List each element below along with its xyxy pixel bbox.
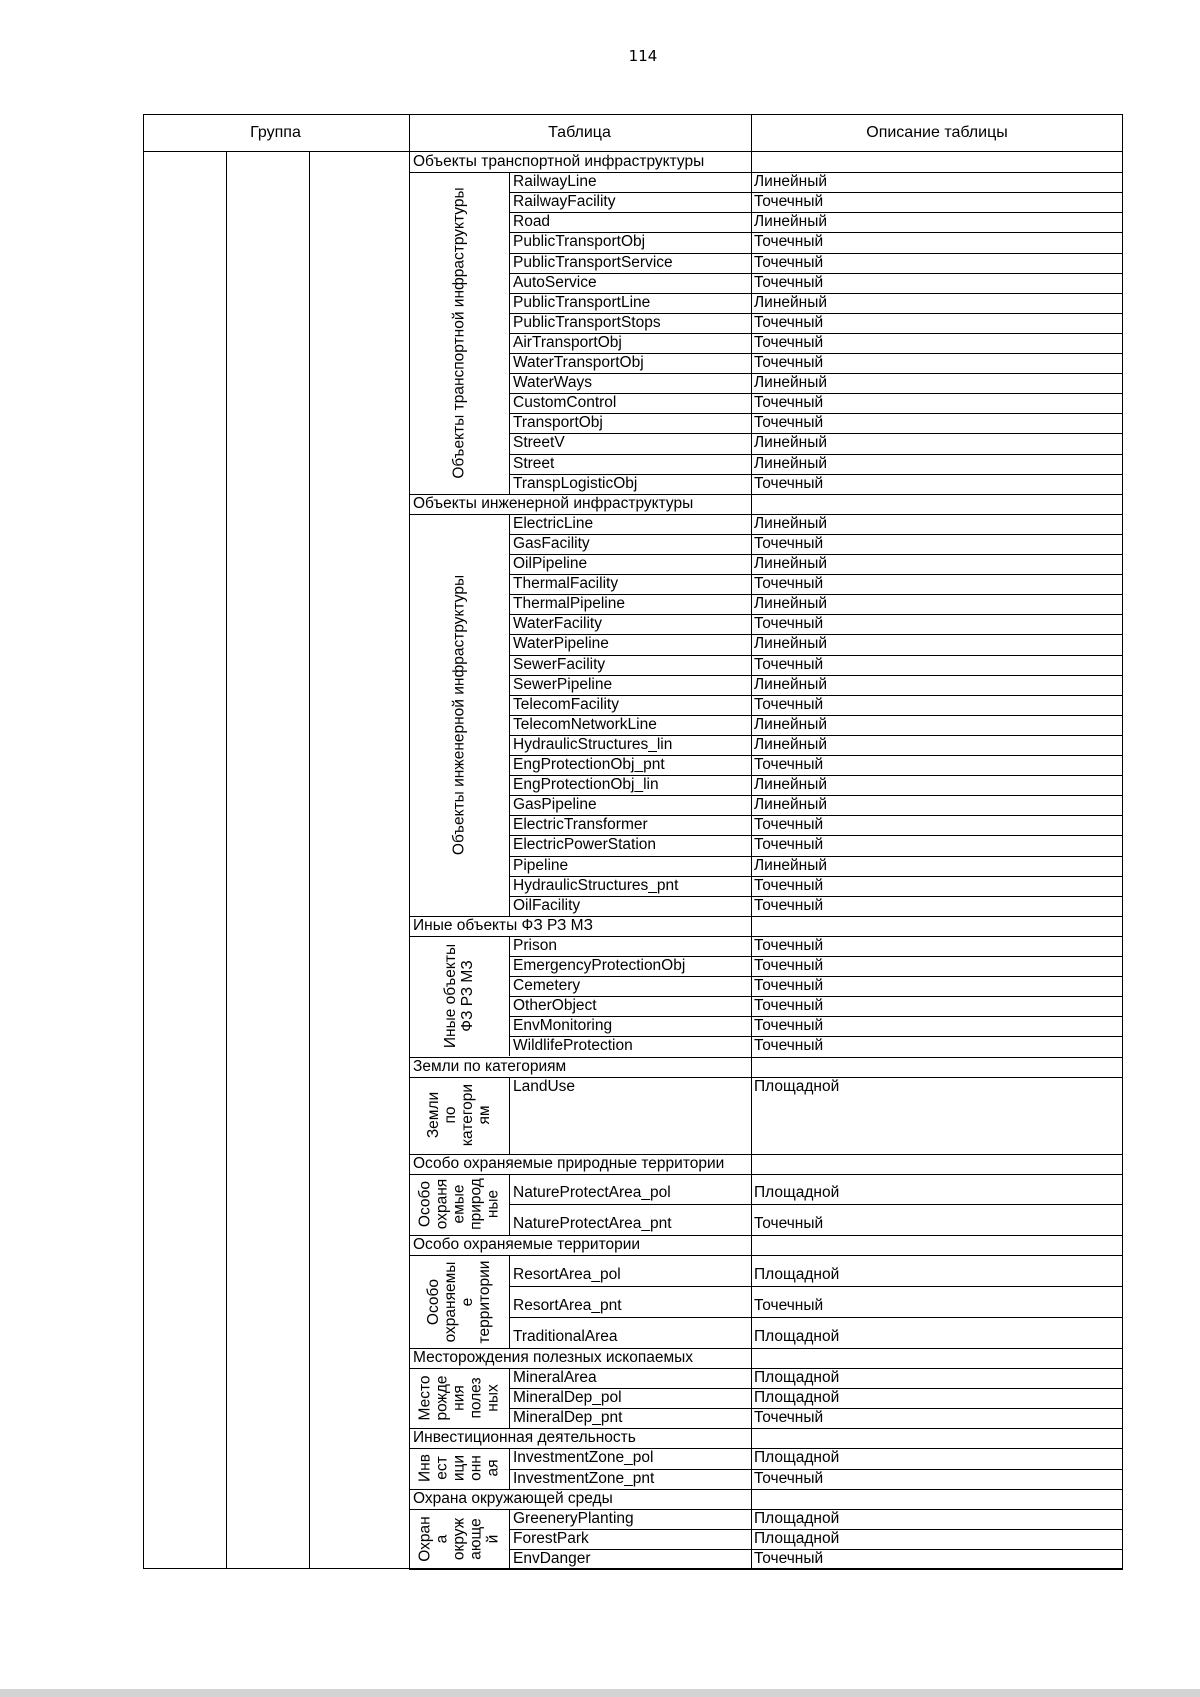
table-name-cell: TelecomFacility xyxy=(513,695,619,713)
vertical-label-line: рожде xyxy=(433,1375,451,1421)
table-name-cell: ElectricLine xyxy=(513,514,594,532)
header-table: Таблица xyxy=(548,124,611,141)
table-name-cell: RailwayLine xyxy=(513,173,597,191)
vertical-label-line: территории xyxy=(476,1260,493,1343)
inner-column-rule xyxy=(509,1255,510,1348)
table-description-cell: Точечный xyxy=(754,534,824,552)
section-title-rule xyxy=(409,1255,1123,1256)
table-name-cell: ResortArea_pnt xyxy=(513,1297,622,1314)
table-description-cell: Точечный xyxy=(754,695,824,713)
vertical-label-text xyxy=(417,1516,502,1561)
table-name-cell: GasPipeline xyxy=(513,796,597,814)
table-name-cell: HydraulicStructures_lin xyxy=(513,735,673,753)
table-name-cell: HydraulicStructures_pnt xyxy=(513,876,679,894)
section-title-rule xyxy=(409,1174,1123,1175)
row-rule xyxy=(509,1286,1123,1287)
vertical-label-line: ФЗ РЗ МЗ xyxy=(459,960,476,1032)
vertical-label-line: Особо xyxy=(425,1278,442,1325)
vertical-label-line: ных xyxy=(484,1384,502,1412)
vertical-label-line: окруж xyxy=(450,1517,468,1560)
table-description-cell: Линейный xyxy=(754,213,828,231)
table-description-cell: Линейный xyxy=(754,776,828,794)
vertical-label-line: ям xyxy=(476,1105,493,1125)
table-name-cell: AirTransportObj xyxy=(513,333,622,351)
table-description-cell: Точечный xyxy=(754,876,824,894)
inner-column-rule xyxy=(509,172,510,494)
section-title: Особо охраняемые территории xyxy=(413,1236,641,1254)
inner-column-rule xyxy=(509,1509,510,1569)
vertical-label-line: Объекты транспортной инфраструктуры xyxy=(450,187,468,479)
inner-column-rule xyxy=(509,514,510,916)
vertical-label-text xyxy=(451,575,468,855)
vertical-label-line: полез xyxy=(467,1377,485,1419)
vertical-label-line: ици xyxy=(450,1455,468,1482)
vertical-label-line: категори xyxy=(459,1084,476,1147)
table-name-cell: Prison xyxy=(513,936,557,954)
row-rule xyxy=(509,1317,1123,1318)
table-description-cell: Точечный xyxy=(754,253,824,271)
table-name-cell: SewerFacility xyxy=(513,655,606,673)
table-name-cell: ResortArea_pol xyxy=(513,1266,621,1284)
table-name-cell: Cemetery xyxy=(513,977,581,995)
table-description-cell: Линейный xyxy=(754,514,828,532)
section-rule xyxy=(409,1569,1123,1570)
table-description-cell: Линейный xyxy=(754,293,828,311)
vertical-label-text xyxy=(451,187,468,478)
table-description-cell: Точечный xyxy=(754,1549,824,1567)
table-description-cell: Точечный xyxy=(754,354,824,371)
table-name-cell: NatureProtectArea_pol xyxy=(513,1184,671,1202)
table-name-cell: EmergencyProtectionObj xyxy=(513,957,686,974)
vertical-label-text xyxy=(417,1179,502,1231)
table-name-cell: WaterPipeline xyxy=(513,635,609,653)
section-vertical-label xyxy=(409,936,509,1057)
table-name-cell: ThermalPipeline xyxy=(513,595,625,613)
vertical-label-line: по xyxy=(442,1106,459,1124)
inner-column-rule xyxy=(509,1368,510,1428)
vertical-label-line: ест xyxy=(433,1456,451,1481)
section-vertical-label xyxy=(409,1174,509,1235)
vertical-label-line: е xyxy=(459,1297,476,1306)
table-description-cell: Точечный xyxy=(754,233,824,251)
table-name-cell: WildlifeProtection xyxy=(513,1037,633,1055)
table-description-cell: Линейный xyxy=(754,856,828,874)
vertical-label-line: охраня xyxy=(433,1179,451,1230)
inner-column-rule xyxy=(509,1448,510,1488)
inner-column-rule xyxy=(509,1077,510,1154)
table-description-cell: Линейный xyxy=(754,735,828,753)
vertical-label-text xyxy=(417,1455,502,1483)
table-name-cell: ThermalFacility xyxy=(513,575,619,593)
vertical-label-line: ающе xyxy=(467,1518,485,1560)
table-name-cell: NatureProtectArea_pnt xyxy=(513,1215,672,1233)
table-description-cell: Точечный xyxy=(754,756,824,773)
vertical-label-line: ая xyxy=(484,1459,502,1477)
table-description-cell: Площадной xyxy=(754,1529,840,1547)
table-name-cell: MineralDep_pnt xyxy=(513,1409,623,1427)
vertical-label-line: емые xyxy=(450,1184,468,1224)
table-description-cell: Площадной xyxy=(754,1389,840,1407)
table-description-cell: Площадной xyxy=(754,1077,840,1095)
section-vertical-label xyxy=(409,514,509,916)
table-description-cell: Линейный xyxy=(754,434,828,452)
section-title: Инвестиционная деятельность xyxy=(413,1429,636,1447)
vertical-label-line: Объекты инженерной инфраструктуры xyxy=(450,574,468,855)
inner-column-rule xyxy=(509,936,510,1057)
section-vertical-label xyxy=(409,1077,509,1154)
vertical-label-line: Земли xyxy=(425,1091,442,1139)
table-description-cell: Площадной xyxy=(754,1184,840,1202)
table-description-cell: Точечный xyxy=(754,655,824,673)
table-description-cell: Линейный xyxy=(754,555,828,572)
table-description-cell: Точечный xyxy=(754,957,824,974)
section-title: Земли по категориям xyxy=(413,1057,567,1075)
page-number: 114 xyxy=(628,47,658,65)
section-vertical-label xyxy=(409,1368,509,1428)
table-name-cell: ForestPark xyxy=(513,1529,589,1547)
group-column-rule-3 xyxy=(409,114,410,1569)
table-name-cell: MineralDep_pol xyxy=(513,1389,622,1407)
table-description-cell: Линейный xyxy=(754,796,828,814)
table-description-cell: Точечный xyxy=(754,313,824,331)
table-name-cell: Road xyxy=(513,213,551,231)
vertical-label-line: Место xyxy=(416,1375,434,1421)
vertical-label-line: й xyxy=(484,1534,502,1544)
header-description: Описание таблицы xyxy=(866,124,1008,141)
table-name-cell: CustomControl xyxy=(513,394,617,412)
table-name-cell: ElectricTransformer xyxy=(513,816,648,834)
table-name-cell: TransportObj xyxy=(513,414,603,432)
group-column-rule-1 xyxy=(226,152,227,1569)
section-title: Месторождения полезных ископаемых xyxy=(413,1348,694,1366)
table-description-cell: Линейный xyxy=(754,675,828,693)
table-description-cell: Точечный xyxy=(754,333,824,351)
table-description-cell: Площадной xyxy=(754,1449,840,1467)
section-vertical-label xyxy=(409,1509,509,1569)
table-name-cell: WaterFacility xyxy=(513,615,602,633)
vertical-label-line: Особо xyxy=(416,1181,434,1228)
vertical-label-text xyxy=(425,1260,493,1343)
table-name-cell: WaterTransportObj xyxy=(513,354,644,371)
table-description-cell: Точечный xyxy=(754,575,824,593)
vertical-label-line: а xyxy=(433,1534,451,1544)
section-title: Объекты транспортной инфраструктуры xyxy=(413,153,705,170)
vertical-label-line: Иные объекты xyxy=(442,944,459,1049)
inner-column-rule xyxy=(509,1174,510,1235)
table-description-cell: Точечный xyxy=(754,273,824,291)
table-name-cell: InvestmentZone_pol xyxy=(513,1449,654,1467)
table-description-cell: Точечный xyxy=(754,193,824,211)
table-description-cell: Точечный xyxy=(754,1215,824,1233)
table-name-cell: StreetV xyxy=(513,434,565,452)
group-column-rule-2 xyxy=(309,152,310,1569)
section-title: Особо охраняемые природные территории xyxy=(413,1154,725,1172)
vertical-label-text xyxy=(442,944,476,1048)
table-description-cell: Точечный xyxy=(754,394,824,412)
table-name-cell: OilFacility xyxy=(513,896,581,914)
table-description-cell: Площадной xyxy=(754,1266,840,1284)
table-description-cell: Точечный xyxy=(754,1469,824,1487)
table-name-cell: TranspLogisticObj xyxy=(513,474,638,492)
row-rule xyxy=(509,1204,1123,1205)
table-description-cell: Точечный xyxy=(754,1037,824,1055)
table-name-cell: InvestmentZone_pnt xyxy=(513,1469,655,1487)
table-name-cell: SewerPipeline xyxy=(513,675,613,693)
table-description-cell: Площадной xyxy=(754,1369,840,1386)
section-vertical-label xyxy=(409,1255,509,1348)
table-name-cell: TelecomNetworkLine xyxy=(513,715,657,733)
section-vertical-label xyxy=(409,1448,509,1488)
table-description-cell: Точечный xyxy=(754,1297,824,1314)
table-description-cell: Точечный xyxy=(754,977,824,995)
section-title: Объекты инженерной инфраструктуры xyxy=(413,494,694,512)
table-description-cell: Площадной xyxy=(754,1327,840,1345)
table-name-cell: EngProtectionObj_lin xyxy=(513,776,659,794)
table-description-cell: Точечный xyxy=(754,1409,824,1427)
section-title: Иные объекты ФЗ РЗ МЗ xyxy=(413,916,593,934)
table-description-cell: Точечный xyxy=(754,896,824,914)
header-group: Группа xyxy=(250,124,301,141)
table-description-cell: Площадной xyxy=(754,1509,840,1527)
table-name-cell: GreeneryPlanting xyxy=(513,1509,634,1527)
section-vertical-label xyxy=(409,172,509,494)
table-name-cell: OtherObject xyxy=(513,997,597,1015)
vertical-label-text xyxy=(425,1084,493,1146)
table-description-cell: Точечный xyxy=(754,474,824,492)
table-description-cell: Точечный xyxy=(754,836,824,854)
table-description-cell: Линейный xyxy=(754,635,828,653)
table-name-cell: GasFacility xyxy=(513,534,590,552)
table-name-cell: WaterWays xyxy=(513,374,592,392)
bottom-strip xyxy=(0,1689,1200,1697)
table-description-cell: Линейный xyxy=(754,173,828,191)
table-name-cell: Street xyxy=(513,454,555,472)
table-column-rule xyxy=(751,114,752,1569)
table-description-cell: Точечный xyxy=(754,1017,824,1035)
table-name-cell: TraditionalArea xyxy=(513,1327,618,1345)
table-name-cell: ElectricPowerStation xyxy=(513,836,657,854)
table-name-cell: PublicTransportService xyxy=(513,253,673,271)
table-description-cell: Точечный xyxy=(754,615,824,633)
table-name-cell: RailwayFacility xyxy=(513,193,616,211)
vertical-label-text xyxy=(417,1376,502,1421)
table-description-cell: Точечный xyxy=(754,936,824,954)
table-name-cell: PublicTransportLine xyxy=(513,293,651,311)
vertical-label-line: охраняемы xyxy=(442,1261,459,1342)
section-title: Охрана окружающей среды xyxy=(413,1489,613,1507)
table-name-cell: EngProtectionObj_pnt xyxy=(513,756,665,773)
table-description-cell: Точечный xyxy=(754,997,824,1015)
table-description-cell: Линейный xyxy=(754,454,828,472)
table-name-cell: EnvMonitoring xyxy=(513,1017,613,1035)
table-name-cell: PublicTransportStops xyxy=(513,313,661,331)
vertical-label-line: природ xyxy=(467,1178,485,1231)
table-name-cell: Pipeline xyxy=(513,856,569,874)
table-name-cell: PublicTransportObj xyxy=(513,233,646,251)
data-table xyxy=(143,114,1123,1569)
vertical-label-line: ные xyxy=(484,1190,502,1219)
table-description-cell: Линейный xyxy=(754,374,828,392)
table-name-cell: LandUse xyxy=(513,1077,576,1095)
vertical-label-line: ния xyxy=(450,1385,468,1411)
table-name-cell: AutoService xyxy=(513,273,597,291)
vertical-label-line: Охран xyxy=(416,1516,434,1562)
vertical-label-line: онн xyxy=(467,1455,485,1482)
table-description-cell: Точечный xyxy=(754,816,824,834)
table-description-cell: Линейный xyxy=(754,715,828,733)
table-description-cell: Точечный xyxy=(754,414,824,432)
table-name-cell: OilPipeline xyxy=(513,555,588,572)
vertical-label-line: Инв xyxy=(416,1454,434,1483)
table-description-cell: Линейный xyxy=(754,595,828,613)
table-name-cell: MineralArea xyxy=(513,1369,597,1386)
table-name-cell: EnvDanger xyxy=(513,1549,591,1567)
